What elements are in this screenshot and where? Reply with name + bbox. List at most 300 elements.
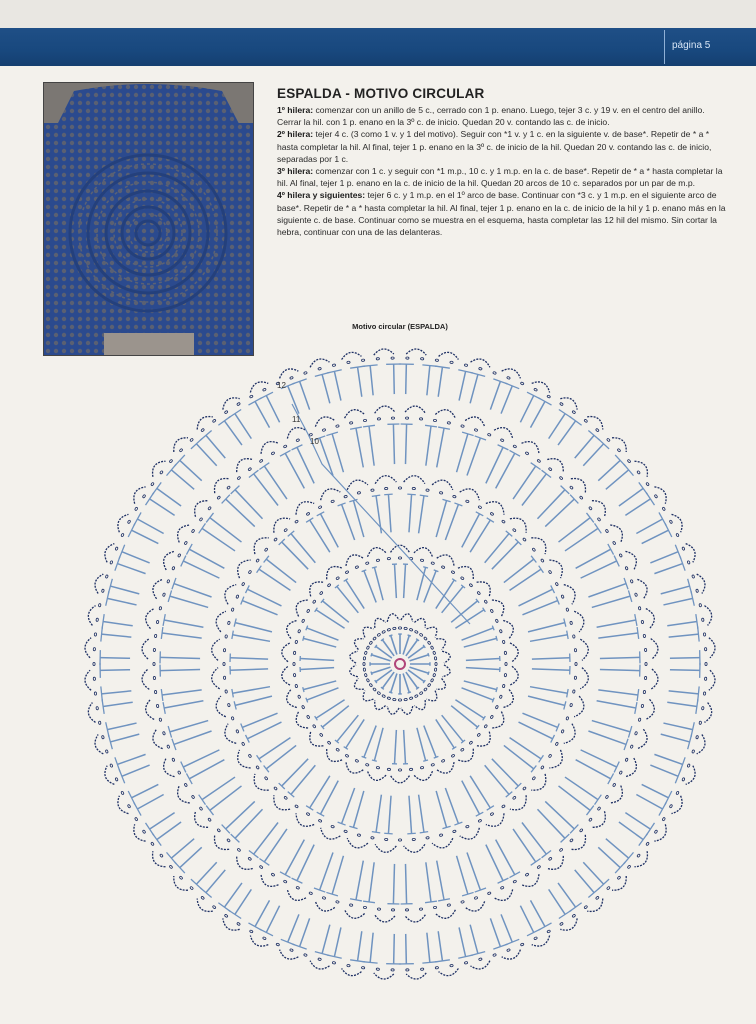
chain-stitch <box>574 676 576 679</box>
chain-stitch <box>162 731 165 735</box>
treble-stitch <box>210 518 242 542</box>
treble-stitch <box>581 750 617 767</box>
treble-stitch <box>264 466 287 499</box>
stitch-top <box>569 416 581 425</box>
treble-stitch <box>150 813 175 830</box>
chain-stitch <box>274 538 278 542</box>
treble-stitch <box>259 738 291 759</box>
treble-stitch <box>531 900 546 926</box>
chain-arch <box>427 691 437 701</box>
treble-stitch <box>189 549 224 568</box>
treble-stitch <box>513 466 536 499</box>
chain-arch <box>354 678 363 689</box>
chain-stitch <box>525 873 529 877</box>
chain-stitch <box>512 528 516 532</box>
chain-arch <box>274 795 290 810</box>
chain-stitch <box>435 662 437 665</box>
stitch-top <box>595 523 602 533</box>
chain-stitch <box>349 422 353 425</box>
chain-stitch <box>687 764 690 768</box>
treble-stitch <box>183 561 219 578</box>
stitch-top <box>167 852 177 863</box>
instruction-body: tejer 4 c. (3 como 1 v. y 1 del motivo). Seguir con *1 v. y 1 c. en la siguiente v. de base*. Repetir de * a * hasta completar la hil. Al final, tejer 1 p. enano en la 3º c. de inicio de la hil. Quedan 20 v. contando las c. de inicio, separadas por 1 c. <box>277 129 712 164</box>
stitch-top <box>303 636 304 641</box>
chain-stitch <box>574 649 576 652</box>
chain-arch <box>387 706 399 714</box>
chain-arch <box>142 639 149 659</box>
treble-stitch <box>530 687 567 694</box>
chain-arch <box>510 795 526 810</box>
treble-stitch <box>303 681 336 690</box>
chain-stitch <box>98 721 101 725</box>
stitch-top <box>303 687 304 692</box>
treble-stitch <box>558 883 576 907</box>
stitch-top <box>161 689 163 701</box>
chain-arch <box>345 910 365 918</box>
stitch-top <box>200 431 211 441</box>
treble-stitch <box>404 564 406 598</box>
stitch-top <box>280 450 291 456</box>
treble-stitch <box>174 731 212 744</box>
chain-stitch <box>382 630 386 633</box>
treble-stitch <box>588 584 626 597</box>
chain-stitch <box>500 886 504 889</box>
treble-stitch <box>388 796 391 834</box>
treble-stitch <box>426 426 431 466</box>
chain-arch <box>492 712 504 728</box>
treble-stitch <box>467 438 480 476</box>
treble-stitch <box>504 559 534 582</box>
chain-arch <box>458 567 473 580</box>
treble-stitch <box>307 688 339 700</box>
chain-arch <box>532 382 550 393</box>
chain-stitch <box>283 445 287 448</box>
stitch-top <box>542 850 552 857</box>
chain-stitch <box>363 419 366 422</box>
chain-stitch <box>534 388 538 391</box>
chain-stitch <box>248 570 252 574</box>
treble-stitch <box>110 586 139 594</box>
chain-stitch <box>419 633 423 637</box>
stitch-top <box>423 760 428 761</box>
chain-stitch <box>336 900 340 903</box>
treble-stitch <box>337 715 358 741</box>
chain-stitch <box>627 865 631 869</box>
instruction-label: 4º hilera y siguientes: <box>277 190 366 201</box>
stitch-top <box>614 556 619 567</box>
chain-arch <box>374 973 394 979</box>
chain-stitch <box>426 836 430 839</box>
chain-stitch <box>439 491 443 494</box>
treble-stitch <box>667 702 697 706</box>
chain-stitch <box>699 603 702 607</box>
chain-stitch <box>579 496 583 500</box>
stitch-top <box>372 495 380 496</box>
stitch-top <box>509 872 520 878</box>
stitch-top <box>371 672 372 675</box>
chain-stitch <box>525 452 529 456</box>
treble-stitch <box>131 784 158 797</box>
chain-stitch <box>345 570 349 574</box>
chain-stitch <box>701 618 704 621</box>
chain-arch <box>327 567 342 580</box>
stitch-top <box>232 631 233 639</box>
treble-stitch <box>202 777 235 800</box>
chain-stitch <box>208 506 212 510</box>
chain-stitch <box>643 690 646 693</box>
chain-arch <box>174 438 188 452</box>
chain-stitch <box>560 402 564 406</box>
chain-stitch <box>635 731 638 735</box>
chain-arch <box>88 703 95 723</box>
treble-stitch <box>101 691 131 694</box>
chain-stitch <box>110 764 113 768</box>
chain-stitch <box>271 452 275 456</box>
chain-stitch <box>382 694 386 697</box>
chain-arch <box>315 901 334 911</box>
stitch-top <box>539 566 544 573</box>
instruction-label: 1º hilera: <box>277 105 314 115</box>
treble-stitch <box>545 499 574 526</box>
stitch-top <box>218 903 230 912</box>
chain-arch <box>494 889 513 900</box>
treble-stitch <box>654 564 682 574</box>
chain-stitch <box>322 428 326 431</box>
chain-stitch <box>431 763 435 766</box>
chain-stitch <box>638 718 641 722</box>
chain-stitch <box>520 943 524 946</box>
chain-stitch <box>302 619 305 623</box>
chain-stitch <box>532 548 536 552</box>
chain-stitch <box>495 619 498 623</box>
chain-stitch <box>641 704 644 708</box>
chain-stitch <box>96 706 99 709</box>
treble-stitch <box>625 813 650 830</box>
stitch-top <box>487 806 494 811</box>
treble-stitch <box>394 934 395 964</box>
chain-arch <box>471 359 490 367</box>
chain-stitch <box>447 904 451 907</box>
chain-stitch <box>597 807 601 811</box>
chain-stitch <box>227 839 231 843</box>
treble-stitch <box>395 564 397 598</box>
treble-stitch <box>406 364 407 394</box>
chain-arch <box>651 669 658 689</box>
chain-stitch <box>570 703 573 707</box>
chain-stitch <box>682 777 685 781</box>
stitch-top <box>425 425 437 427</box>
chain-stitch <box>414 630 418 633</box>
treble-stitch <box>162 633 202 638</box>
treble-stitch <box>496 453 515 488</box>
treble-stitch <box>642 530 669 543</box>
chain-stitch <box>309 892 313 895</box>
header-banner <box>0 28 756 66</box>
chain-stitch <box>217 496 221 500</box>
treble-stitch <box>549 889 566 914</box>
chain-stitch <box>369 641 373 645</box>
chain-arch <box>321 489 341 500</box>
treble-stitch <box>464 638 497 647</box>
chain-stitch <box>427 683 431 687</box>
treble-stitch <box>436 791 446 828</box>
chain-stitch <box>332 364 336 367</box>
chain-arch <box>437 555 454 566</box>
treble-stitch <box>467 852 480 890</box>
chain-arch <box>296 600 308 616</box>
chain-stitch <box>704 677 706 680</box>
treble-stitch <box>670 670 700 671</box>
treble-stitch <box>235 490 262 519</box>
chain-arch <box>503 689 513 707</box>
treble-stitch <box>131 530 158 543</box>
chain-arch <box>672 514 683 532</box>
treble-stitch <box>437 428 444 467</box>
chain-arch <box>442 651 450 663</box>
treble-stitch <box>300 381 310 409</box>
row-label-11: 11 <box>292 415 301 424</box>
chain-stitch <box>344 830 348 833</box>
chain-arch <box>460 489 480 500</box>
chain-stitch <box>327 741 331 745</box>
treble-stitch <box>282 542 308 569</box>
chain-stitch <box>336 576 340 580</box>
chain-arch <box>574 696 584 717</box>
chain-stitch <box>687 561 690 565</box>
chain-stitch <box>184 783 187 787</box>
chain-stitch <box>296 439 300 442</box>
stitch-rings <box>85 349 715 979</box>
chain-stitch <box>190 438 194 442</box>
chain-arch <box>532 936 550 947</box>
stitch-top <box>428 653 429 656</box>
chain-arch <box>502 369 521 378</box>
chain-arch <box>436 639 445 650</box>
chain-stitch <box>644 676 646 679</box>
stitch-top <box>363 901 375 903</box>
chain-stitch <box>477 733 481 737</box>
chain-stitch <box>355 759 359 762</box>
treble-stitch <box>180 847 202 867</box>
chain-arch <box>153 851 166 867</box>
stitch-top <box>199 523 206 533</box>
center-ring <box>395 659 405 669</box>
chain-stitch <box>178 771 181 775</box>
chain-arch <box>405 915 425 922</box>
stitch-top <box>306 806 313 811</box>
chain-arch <box>502 950 521 959</box>
chain-stitch <box>469 583 473 587</box>
treble-stitch <box>464 681 497 690</box>
chain-stitch <box>223 676 225 679</box>
chain-stitch <box>612 783 615 787</box>
treble-stitch <box>210 786 242 810</box>
chain-arch <box>460 828 480 839</box>
treble-stitch <box>532 658 570 659</box>
chain-stitch <box>547 395 551 398</box>
chain-arch <box>88 606 95 626</box>
stitch-top <box>161 627 163 639</box>
treble-stitch <box>597 701 636 708</box>
treble-stitch <box>393 864 394 904</box>
chain-stitch <box>101 589 104 593</box>
chain-stitch <box>430 646 433 650</box>
chain-stitch <box>439 834 443 837</box>
chain-arch <box>327 749 342 762</box>
chain-stitch <box>231 608 234 612</box>
chain-stitch <box>420 559 424 562</box>
chain-stitch <box>361 966 364 969</box>
treble-stitch <box>164 701 203 708</box>
chain-stitch <box>537 459 541 463</box>
stitch-top <box>496 636 497 641</box>
treble-stitch <box>510 738 542 759</box>
chain-arch <box>310 961 329 969</box>
chain-stitch <box>637 854 641 858</box>
stitch-top <box>538 398 551 405</box>
chain-stitch <box>249 930 253 933</box>
stitch-top <box>232 689 233 697</box>
chain-stitch <box>94 692 96 695</box>
chain-stitch <box>162 593 165 597</box>
chain-stitch <box>398 839 401 841</box>
chain-stitch <box>94 633 96 636</box>
chain-arch <box>363 691 373 701</box>
chain-arch <box>401 706 413 714</box>
stitch-top <box>608 544 614 555</box>
chain-stitch <box>433 419 436 422</box>
chain-stitch <box>705 662 707 665</box>
treble-stitch <box>300 918 310 946</box>
treble-stitch <box>370 365 373 395</box>
chain-stitch <box>93 662 95 665</box>
chain-stitch <box>703 692 705 695</box>
chain-arch <box>212 668 220 689</box>
chain-arch <box>439 352 459 359</box>
chain-stitch <box>376 766 380 769</box>
treble-stitch <box>522 713 557 727</box>
treble-stitch <box>575 870 594 893</box>
chain-stitch <box>676 791 679 795</box>
chain-arch <box>375 700 386 709</box>
chain-stitch <box>500 439 504 442</box>
chain-stitch <box>597 517 601 521</box>
treble-stitch <box>442 586 463 612</box>
chain-stitch <box>366 678 369 682</box>
chain-stitch <box>357 834 361 837</box>
chain-stitch <box>398 487 401 489</box>
chain-stitch <box>617 876 621 880</box>
chain-stitch <box>134 507 138 511</box>
chain-stitch <box>373 688 377 692</box>
chain-stitch <box>641 620 644 624</box>
chain-stitch <box>201 428 205 432</box>
chain-stitch <box>474 428 478 431</box>
treble-stitch <box>510 569 542 590</box>
chain-stitch <box>190 886 194 890</box>
chain-stitch <box>264 548 268 552</box>
chain-stitch <box>404 627 408 630</box>
chain-arch <box>637 579 647 598</box>
chain-stitch <box>479 367 483 370</box>
stitch-top <box>428 672 429 675</box>
chain-stitch <box>387 768 390 771</box>
chain-arch <box>350 665 358 677</box>
chain-stitch <box>376 968 379 970</box>
stitch-top <box>586 806 593 816</box>
page-number: página 5 <box>672 40 711 51</box>
chain-stitch <box>256 766 260 770</box>
treble-stitch <box>288 386 299 414</box>
treble-stitch <box>559 786 591 810</box>
chain-stitch <box>306 812 310 816</box>
treble-stitch <box>346 719 364 748</box>
treble-stitch <box>642 784 669 797</box>
chain-stitch <box>490 812 494 816</box>
chain-stitch <box>669 804 672 808</box>
treble-stitch <box>419 795 424 833</box>
treble-stitch <box>466 668 500 670</box>
stitch-top <box>408 692 411 693</box>
chain-stitch <box>412 838 415 840</box>
treble-stitch <box>650 765 678 776</box>
treble-stitch <box>358 367 362 397</box>
chain-stitch <box>405 909 408 911</box>
chain-stitch <box>295 640 298 644</box>
stitch-top <box>372 567 377 568</box>
stitch-top <box>384 494 392 495</box>
chain-stitch <box>331 825 335 828</box>
treble-stitch <box>254 474 278 506</box>
treble-stitch <box>332 856 343 894</box>
chain-arch <box>347 838 368 848</box>
stitch-top <box>181 556 186 567</box>
chain-stitch <box>461 425 465 428</box>
chain-stitch <box>306 609 310 613</box>
stitch-top <box>206 806 213 816</box>
treble-stitch <box>393 424 394 464</box>
chain-stitch <box>619 554 622 558</box>
chain-stitch <box>566 717 569 721</box>
instruction-body: comenzar con un anillo de 5 c., cerrado con 1 p. enano. Luego, tejer 3 c. y 19 v. en el centro del anillo. Cerrar la hil. con 1 p. enano en la 3º c. de inicio. Quedan 20 v. contando las c. de inicio. <box>277 105 705 128</box>
treble-stitch <box>374 567 383 600</box>
chain-stitch <box>369 683 373 687</box>
chain-stitch <box>377 418 380 420</box>
treble-stitch <box>202 528 235 551</box>
chain-stitch <box>385 838 388 840</box>
chain-stitch <box>264 776 268 780</box>
chain-stitch <box>363 662 365 665</box>
chain-arch <box>432 838 453 848</box>
treble-stitch <box>486 845 503 881</box>
chain-stitch <box>570 839 574 843</box>
chain-stitch <box>537 865 541 869</box>
stitch-top <box>257 755 262 762</box>
treble-stitch <box>183 750 219 767</box>
stitch-top <box>292 878 303 883</box>
treble-stitch <box>162 690 202 695</box>
treble-stitch <box>264 829 287 862</box>
chain-stitch <box>387 628 391 631</box>
chain-arch <box>195 501 208 517</box>
chain-stitch <box>502 520 506 524</box>
chain-stitch <box>98 603 101 607</box>
treble-stitch <box>424 726 436 758</box>
chain-stitch <box>499 695 502 699</box>
chain-stitch <box>160 854 164 858</box>
chain-arch <box>492 600 504 616</box>
treble-stitch <box>466 659 500 661</box>
